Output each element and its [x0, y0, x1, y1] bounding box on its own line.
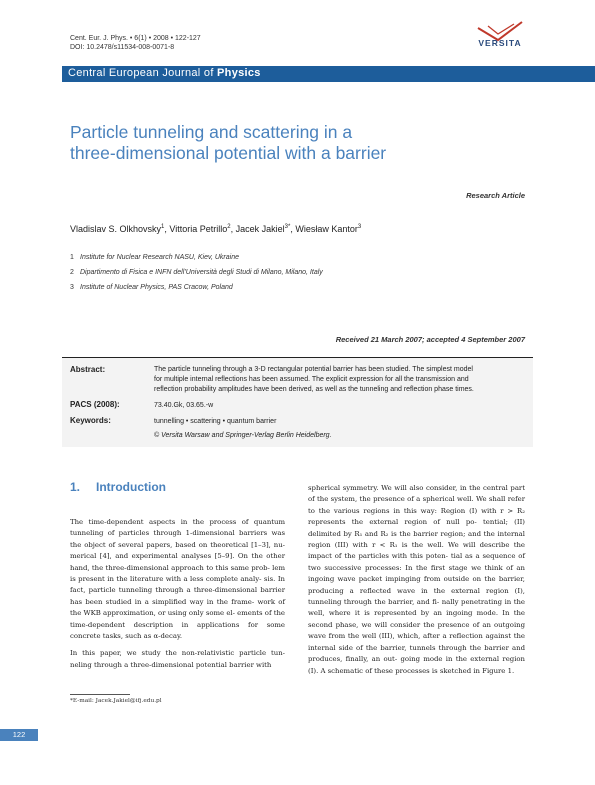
- text-line: for some concrete tasks, such as α-decay.: [70, 620, 285, 641]
- footnote-email: *E-mail: Jacek.Jakiel@ifj.edu.pl: [70, 698, 162, 704]
- copyright-notice: © Versita Warsaw and Springer-Verlag Berlin Heidelberg.: [154, 432, 332, 439]
- keywords-label: Keywords:: [70, 416, 111, 425]
- journal-banner: [62, 66, 595, 82]
- abstract-label: Abstract:: [70, 365, 106, 374]
- text-line: shall refer to the various regions in this way: Region (I): [308, 495, 525, 515]
- title-line-2: three-dimensional potential with a barrier: [70, 143, 387, 163]
- doi-line: DOI: 10.2478/s11534-008-0071-8: [70, 44, 175, 51]
- text-line: an ingoing mode. In the second phase, we will consider: [308, 609, 525, 629]
- text-line: sis. In fact, particle tunneling through a three-dimensional: [70, 575, 285, 595]
- page-number: 122: [12, 730, 26, 739]
- author-mark: 2: [227, 224, 231, 230]
- body-column-left: [70, 517, 285, 677]
- text-line: part of the system, the presence of a spherical well. We: [308, 484, 525, 504]
- author-sep: ,: [164, 224, 170, 234]
- publisher-name: VERSITA: [478, 38, 522, 48]
- text-line: going mode in the external region (I). A schematic of these: [308, 655, 525, 675]
- author-name: Wiesław Kantor: [295, 224, 358, 234]
- text-line: tential; (II) delimited by R₁ and R₂ is the barrier region;: [308, 518, 525, 538]
- footnote-rule: [70, 694, 130, 695]
- author-mark: 3: [357, 224, 362, 230]
- affiliation-list: [70, 254, 323, 299]
- journal-name: Physics: [217, 67, 261, 79]
- pacs-label: PACS (2008):: [70, 400, 120, 409]
- text-line: stage we think of an ingoing wave packet impinging from: [308, 563, 525, 584]
- affiliation-number: 2: [70, 269, 74, 276]
- text-line: work of the WKB approximation, or using only some el-: [70, 597, 285, 618]
- section-heading: [70, 480, 166, 494]
- text-line: tunnels through the barrier and produces, finally, an out-: [308, 643, 525, 664]
- journal-title: [68, 67, 261, 79]
- text-line: neling through a three-dimensional potential barrier with: [70, 660, 272, 669]
- text-line: spherical symmetry. We will also consider, in the central: [308, 484, 508, 492]
- text-line: In this paper, we study the non-relativistic particle tun-: [70, 649, 285, 658]
- author-name: Vladislav S. Olkhovsky: [70, 224, 162, 234]
- affiliation-item: [70, 254, 323, 269]
- affiliation-item: [70, 284, 323, 299]
- author-name: Jacek Jakiel: [235, 224, 285, 234]
- text-line: ements of the time-dependent description in applications: [70, 609, 285, 629]
- paragraph: [70, 648, 285, 671]
- affiliation-text: Dipartimento di Fisica e INFN dell’Università degli Studi di Milano, Milano, Italy: [80, 269, 323, 276]
- text-line: The time-dependent aspects in the process of quantum: [70, 518, 285, 526]
- abstract-text: [154, 365, 526, 395]
- citation-line: Cent. Eur. J. Phys. • 6(1) • 2008 • 122-127: [70, 35, 201, 42]
- text-line: external region (I), tunneling through the barrier, and fi-: [308, 586, 525, 607]
- text-line: outside on the barrier, producing a reflected wave in the: [308, 575, 525, 595]
- page-number-tab: [0, 729, 38, 741]
- author-mark: 3*: [284, 224, 291, 230]
- text-line: the object of several papers, based on theoretical [1–3], nu-: [70, 540, 285, 549]
- title-line-1: Particle tunneling and scattering in a: [70, 122, 353, 142]
- citation-meta: [70, 34, 201, 52]
- text-line: nally penetrating in the well, where it is represented by: [308, 598, 525, 618]
- author-name: Vittoria Petrillo: [169, 224, 228, 234]
- body-column-right: [308, 483, 525, 683]
- affiliation-number: 1: [70, 254, 74, 261]
- text-line: hand, the three-dimensional approach to this same prob-: [70, 563, 270, 572]
- abstract-box: [62, 357, 533, 447]
- text-line: with r > R₂ represents the external region of null po-: [308, 506, 525, 527]
- author-sep: ,: [290, 224, 296, 234]
- text-line: and the internal region (III) with r < R₁ is the well. We: [308, 529, 525, 550]
- text-line: tial as a sequence of two successive processes: In the first: [308, 552, 525, 572]
- article-type: Research Article: [466, 191, 525, 200]
- text-line: processes is sketched in Figure 1.: [395, 666, 515, 675]
- section-number: 1.: [70, 480, 81, 494]
- affiliation-text: Institute of Nuclear Physics, PAS Cracow, Poland: [80, 284, 233, 291]
- section-title: Introduction: [96, 480, 166, 494]
- affiliation-number: 3: [70, 284, 74, 291]
- author-sep: ,: [230, 224, 236, 234]
- text-line: merical [4], and experimental analyses [5–9]. On the other: [70, 552, 285, 561]
- paper-title: [70, 122, 530, 164]
- abstract-line: reflection probability amplitudes have been derived, as well as the tunneling and reflection phase times.: [154, 386, 474, 393]
- paragraph: [70, 517, 285, 642]
- affiliation-item: [70, 269, 323, 284]
- text-line: tunneling of particles through 1-dimensional barriers was: [70, 529, 285, 538]
- text-line: the presence of an outgoing wave from the well (III), which,: [308, 620, 526, 641]
- affiliation-text: Institute for Nuclear Research NASU, Kiev, Ukraine: [80, 254, 239, 261]
- text-line: barrier has been studied in a simplified way in the frame-: [70, 586, 285, 606]
- abstract-line: for multiple internal reflections has been assumed. The explicit expression for all the transmission and: [154, 376, 469, 383]
- received-dates: Received 21 March 2007; accepted 4 September 2007: [335, 335, 525, 344]
- author-list: [70, 224, 361, 234]
- paragraph: [308, 483, 525, 677]
- author-mark: 1: [161, 224, 165, 230]
- keywords-value: tunnelling • scattering • quantum barrier: [154, 418, 277, 425]
- abstract-line: The particle tunneling through a 3-D rectangular potential barrier has been studied. The simplest model: [154, 366, 473, 373]
- text-line: will describe the impact of the particles with this poten-: [308, 541, 526, 561]
- pacs-value: 73.40.Gk, 03.65.-w: [154, 402, 214, 409]
- journal-prefix: Central European Journal of: [68, 67, 218, 79]
- text-line: lem is present in the literature with a less complete analy-: [70, 563, 285, 584]
- text-line: after a reflection against the internal side of the barrier,: [308, 632, 525, 652]
